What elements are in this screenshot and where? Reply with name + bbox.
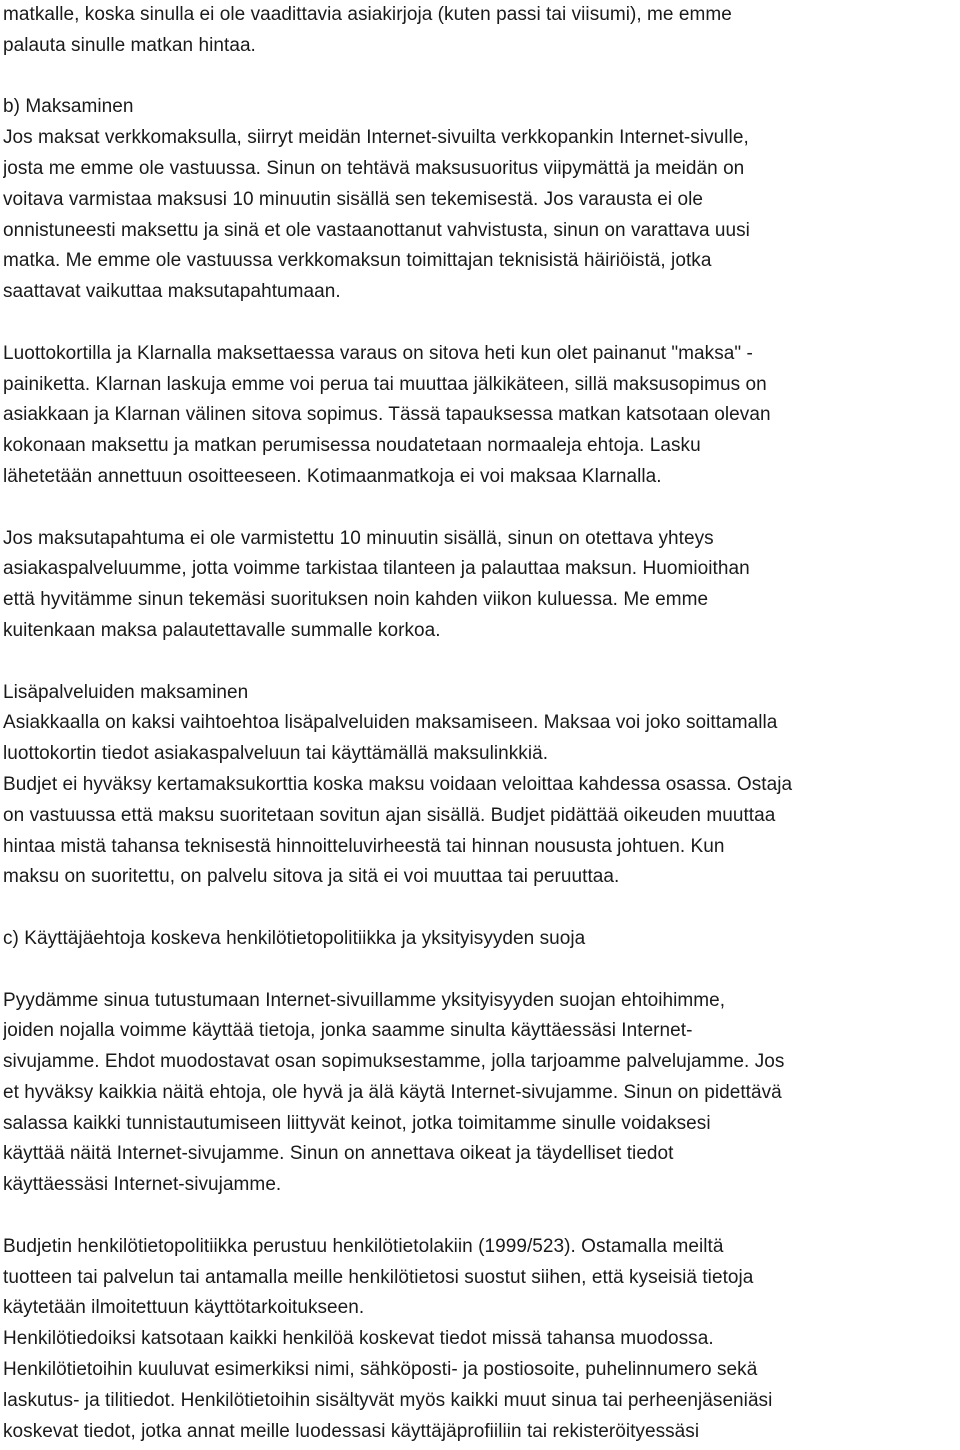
text-line: laskutus- ja tilitiedot. Henkilötietoihin sisältyvät myös kaikki muut sinua tai perheenjäseniäsi — [3, 1389, 773, 1411]
document-page — [3, 0, 957, 1450]
text-line: koskevat tiedot, jotka annat meille luodessasi käyttäjäprofiiliin tai rekisteröityessäsi — [3, 1420, 700, 1442]
text-line: käyttää näitä Internet-sivujamme. Sinun on annettava oikeat ja täydelliset tiedot — [3, 1143, 674, 1165]
text-line: matkalle, koska sinulla ei ole vaadittavia asiakirjoja (kuten passi tai viisumi), me emme — [3, 4, 732, 25]
text-line: käyttäessäsi Internet-sivujamme. — [3, 1174, 282, 1196]
text-line: Budjet ei hyväksy kertamaksukorttia koska maksu voidaan veloittaa kahdessa osassa. Ostaja — [3, 773, 793, 795]
text-line: saattavat vaikuttaa maksutapahtumaan. — [3, 281, 341, 303]
text-line: luottokortin tiedot asiakaspalveluun tai käyttämällä maksulinkkiä. — [3, 743, 549, 765]
text-line: että hyvitämme sinun tekemäsi suorituksen noin kahden viikon kuluessa. Me emme — [3, 589, 709, 611]
text-line: Henkilötietoihin kuuluvat esimerkiksi nimi, sähköposti- ja postiosoite, puhelinnumero sekä — [3, 1359, 758, 1381]
text-line: Asiakkaalla on kaksi vaihtoehtoa lisäpalveluiden maksamiseen. Maksaa voi joko soittamalla — [3, 712, 778, 734]
text-line: painiketta. Klarnan laskuja emme voi perua tai muuttaa jälkikäteen, sillä maksusopimus on — [3, 373, 767, 395]
text-line: tuotteen tai palvelun tai antamalla meille henkilötietosi suostut siihen, että kyseisiä tietoja — [3, 1266, 754, 1288]
text-line: kokonaan maksettu ja matkan perumisessa noudatetaan normaaleja ehtoja. Lasku — [3, 435, 701, 457]
paragraph-spacer — [3, 62, 957, 93]
text-line: et hyväksy kaikkia näitä ehtoja, ole hyvä ja älä käytä Internet-sivujamme. Sinun on pidettävä — [3, 1081, 782, 1103]
text-line: salassa kaikki tunnistautumiseen liittyvät keinot, jotka toimitamme sinulle voidaksesi — [3, 1112, 711, 1134]
text-line: voitava varmistaa maksusi 10 minuutin sisällä sen tekemisestä. Jos varausta ei ole — [3, 188, 704, 210]
text-line: Lisäpalveluiden maksaminen — [3, 681, 249, 703]
paragraph-spacer — [3, 493, 957, 524]
text-line: Pyydämme sinua tutustumaan Internet-sivuillamme yksityisyyden suojan ehtoihimme, — [3, 989, 726, 1011]
text-line: Budjetin henkilötietopolitiikka perustuu henkilötietolakiin (1999/523). Ostamalla meiltä — [3, 1235, 724, 1257]
text-line: c) Käyttäjäehtoja koskeva henkilötietopolitiikka ja yksityisyyden suoja — [3, 927, 586, 949]
paragraph-spacer — [3, 893, 957, 924]
text-line: asiakkaan ja Klarnan välinen sitova sopimus. Tässä tapauksessa matkan katsotaan olevan — [3, 404, 771, 426]
text-line: josta me emme ole vastuussa. Sinun on tehtävä maksusuoritus viipymättä ja meidän on — [3, 157, 745, 179]
paragraph-spacer — [3, 647, 957, 678]
text-line: asiakaspalveluumme, jotta voimme tarkistaa tilanteen ja palauttaa maksun. Huomioithan — [3, 558, 750, 580]
text-line: palauta sinulle matkan hintaa. — [3, 34, 256, 56]
text-line: Jos maksat verkkomaksulla, siirryt meidän Internet-sivuilta verkkopankin Internet-sivulle, — [3, 127, 749, 149]
text-line: Luottokortilla ja Klarnalla maksettaessa varaus on sitova heti kun olet painanut "maksa" - — [3, 342, 753, 364]
text-line: b) Maksaminen — [3, 96, 134, 118]
text-line: maksu on suoritettu, on palvelu sitova ja sitä ei voi muuttaa tai peruuttaa. — [3, 866, 620, 888]
text-line: joiden nojalla voimme käyttää tietoja, jonka saamme sinulta käyttäessäsi Internet- — [3, 1020, 693, 1042]
text-line: sivujamme. Ehdot muodostavat osan sopimuksestamme, jolla tarjoamme palvelujamme. Jos — [3, 1051, 785, 1073]
text-line: kuitenkaan maksa palautettavalle summalle korkoa. — [3, 619, 441, 641]
text-line: lähetetään annettuun osoitteeseen. Kotimaanmatkoja ei voi maksaa Klarnalla. — [3, 465, 662, 487]
paragraph-spacer — [3, 955, 957, 986]
text-line: hintaa mistä tahansa teknisestä hinnoitteluvirheestä tai hinnan noususta johtuen. Kun — [3, 835, 725, 857]
text-line: on vastuussa että maksu suoritetaan sovitun ajan sisällä. Budjet pidättää oikeuden muuttaa — [3, 804, 776, 826]
text-line: Jos maksutapahtuma ei ole varmistettu 10 minuutin sisällä, sinun on otettava yhteys — [3, 527, 714, 549]
text-line: matka. Me emme ole vastuussa verkkomaksun toimittajan teknisistä häiriöistä, jotka — [3, 250, 712, 272]
paragraph-spacer — [3, 1201, 957, 1232]
text-line: käytetään ilmoitettuun käyttötarkoitukseen. — [3, 1297, 365, 1319]
paragraph-spacer — [3, 308, 957, 339]
text-line: onnistuneesti maksettu ja sinä et ole vastaanottanut vahvistusta, sinun on varattava uusi — [3, 219, 750, 241]
text-line: Henkilötiedoiksi katsotaan kaikki henkilöä koskevat tiedot missä tahansa muodossa. — [3, 1328, 714, 1350]
